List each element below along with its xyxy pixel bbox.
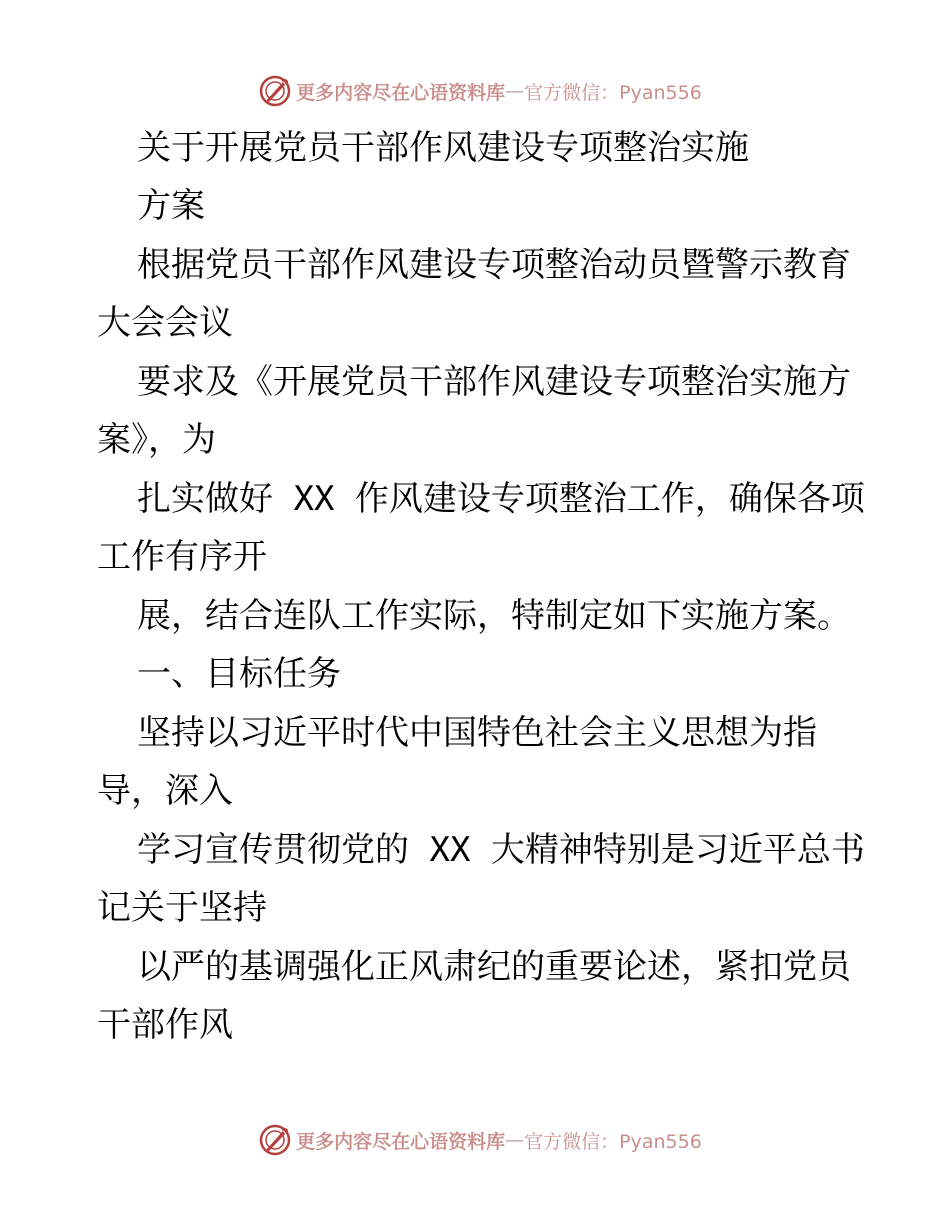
watermark-group bbox=[258, 1123, 702, 1157]
watermark-contact-text: 官方微信：Pyan556 bbox=[524, 81, 702, 104]
quill-pen-logo-icon bbox=[258, 74, 292, 108]
doc-text-line: 记关于坚持 bbox=[97, 888, 267, 928]
doc-text-line: 案》，为 bbox=[97, 420, 216, 460]
doc-text-line: 要求及《开展党员干部作风建设专项整治实施方 bbox=[137, 362, 851, 402]
doc-text-line: 导，深入 bbox=[97, 771, 233, 811]
doc-text-line: 大会会议 bbox=[97, 303, 233, 343]
footer-watermark bbox=[0, 1120, 950, 1160]
watermark-site-text: 更多内容尽在心语资料库 bbox=[296, 1130, 506, 1153]
watermark-group bbox=[258, 74, 702, 108]
doc-text-line: 工作有序开 bbox=[97, 537, 267, 577]
watermark-separator: — bbox=[505, 1129, 525, 1151]
doc-text-line: 根据党员干部作风建设专项整治动员暨警示教育 bbox=[137, 245, 851, 285]
doc-text-line: 以严的基调强化正风肃纪的重要论述，紧扣党员 bbox=[137, 947, 851, 987]
doc-title-line: 关于开展党员干部作风建设专项整治实施 bbox=[137, 128, 749, 168]
doc-title-line: 方案 bbox=[137, 186, 205, 226]
doc-text-line: 坚持以习近平时代中国特色社会主义思想为指 bbox=[137, 713, 817, 753]
doc-text-line: 学习宣传贯彻党的 XX 大精神特别是习近平总书 bbox=[137, 830, 865, 870]
doc-text-line: 展，结合连队工作实际，特制定如下实施方案。 bbox=[137, 596, 851, 636]
section-heading: 一、目标任务 bbox=[137, 654, 341, 694]
doc-text-line: 干部作风 bbox=[97, 1005, 233, 1045]
quill-pen-logo-icon bbox=[258, 1123, 292, 1157]
header-watermark bbox=[0, 71, 950, 111]
watermark-separator: — bbox=[505, 80, 525, 102]
watermark-site-text: 更多内容尽在心语资料库 bbox=[296, 81, 506, 104]
doc-text-line: 扎实做好 XX 作风建设专项整治工作，确保各项 bbox=[137, 479, 865, 519]
watermark-contact-text: 官方微信：Pyan556 bbox=[524, 1130, 702, 1153]
